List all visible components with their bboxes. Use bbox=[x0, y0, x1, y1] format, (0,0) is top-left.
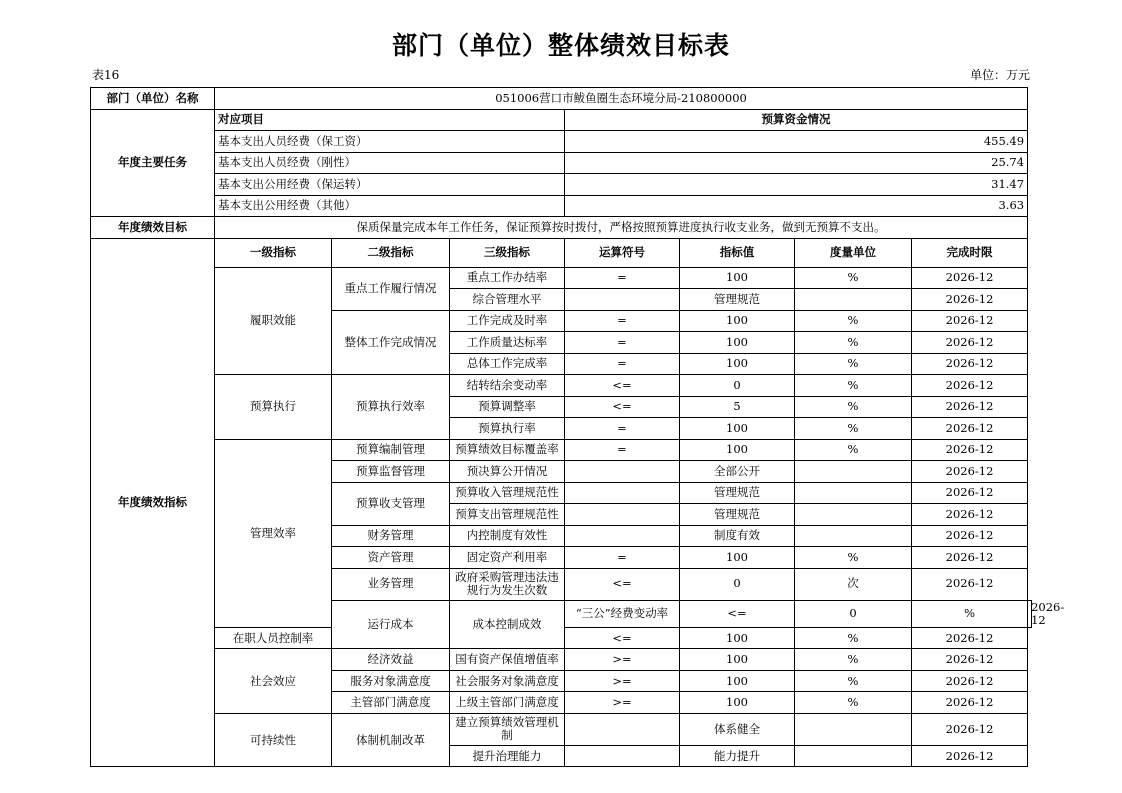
header-unit: 度量单位 bbox=[795, 238, 912, 267]
value-cell: 100 bbox=[680, 547, 795, 569]
goal-text: 保质保量完成本年工作任务，保证预算按时拨付，严格按照预算进度执行收支业务，做到无预算不支出。 bbox=[215, 217, 1028, 239]
level3-cell: 提升治理能力 bbox=[450, 745, 565, 767]
level3-cell: 预算执行率 bbox=[450, 418, 565, 440]
level2-cell: 预算执行效率 bbox=[332, 375, 450, 440]
value-cell: 100 bbox=[680, 353, 795, 375]
level3-cell: 重点工作办结率 bbox=[450, 267, 565, 289]
operator-cell bbox=[565, 461, 680, 483]
level3-cell: 综合管理水平 bbox=[450, 289, 565, 311]
value-cell: 100 bbox=[680, 627, 795, 649]
level2-cell: 服务对象满意度 bbox=[332, 670, 450, 692]
level2-cell: 预算编制管理 bbox=[332, 439, 450, 461]
value-cell: 100 bbox=[680, 439, 795, 461]
deadline-cell: 2026-12 bbox=[912, 568, 1028, 600]
level2-cell: 经济效益 bbox=[332, 649, 450, 671]
deadline-cell: 2026-12 bbox=[912, 332, 1028, 354]
operator-cell: = bbox=[565, 418, 680, 440]
header-value: 指标值 bbox=[680, 238, 795, 267]
deadline-cell: 2026-12 bbox=[912, 482, 1028, 504]
level3-cell: 预算支出管理规范性 bbox=[450, 504, 565, 526]
unit-cell: % bbox=[795, 396, 912, 418]
value-cell: 0 bbox=[680, 375, 795, 397]
deadline-cell: 2026-12 bbox=[912, 713, 1028, 745]
header-deadline: 完成时限 bbox=[912, 238, 1028, 267]
level3-cell: 在职人员控制率 bbox=[215, 627, 332, 649]
value-cell: 100 bbox=[680, 692, 795, 714]
unit-cell bbox=[795, 482, 912, 504]
goal-label: 年度绩效目标 bbox=[91, 217, 215, 239]
indicator-row bbox=[91, 267, 1032, 289]
deadline-cell: 2026-12 bbox=[912, 439, 1028, 461]
unit-cell: % bbox=[795, 332, 912, 354]
operator-cell bbox=[565, 504, 680, 526]
level2-cell: 预算收支管理 bbox=[332, 482, 450, 525]
deadline-cell: 2026-12 bbox=[912, 418, 1028, 440]
unit-cell: % bbox=[795, 649, 912, 671]
level2-cell: 主管部门满意度 bbox=[332, 692, 450, 714]
level2-cell: 成本控制成效 bbox=[450, 600, 565, 649]
level3-cell: 工作完成及时率 bbox=[450, 310, 565, 332]
unit-cell bbox=[795, 713, 912, 745]
table-number: 表16 bbox=[92, 68, 120, 82]
value-cell: 100 bbox=[680, 649, 795, 671]
unit-cell bbox=[795, 525, 912, 547]
unit-cell: % bbox=[795, 375, 912, 397]
deadline-cell: 2026-12 bbox=[912, 692, 1028, 714]
value-cell: 100 bbox=[680, 418, 795, 440]
header-level3: 三级指标 bbox=[450, 238, 565, 267]
deadline-cell: 2026-12 bbox=[912, 547, 1028, 569]
deadline-cell: 2026-12 bbox=[912, 310, 1028, 332]
value-cell: 能力提升 bbox=[680, 745, 795, 767]
operator-cell bbox=[565, 713, 680, 745]
indicator-row bbox=[91, 439, 1032, 461]
operator-cell: <= bbox=[565, 568, 680, 600]
level2-cell: 财务管理 bbox=[332, 525, 450, 547]
value-cell: 全部公开 bbox=[680, 461, 795, 483]
unit-cell: % bbox=[795, 670, 912, 692]
level3-cell: 固定资产利用率 bbox=[450, 547, 565, 569]
value-cell: 100 bbox=[680, 332, 795, 354]
indicators-label: 年度绩效指标 bbox=[91, 238, 215, 767]
level3-cell: 预算调整率 bbox=[450, 396, 565, 418]
operator-cell: <= bbox=[565, 396, 680, 418]
unit-cell bbox=[795, 745, 912, 767]
operator-cell bbox=[565, 525, 680, 547]
value-cell: 100 bbox=[680, 310, 795, 332]
header-level1: 一级指标 bbox=[215, 238, 332, 267]
operator-cell: <= bbox=[680, 600, 795, 627]
task-amount: 31.47 bbox=[565, 174, 1028, 196]
value-cell: 制度有效 bbox=[680, 525, 795, 547]
level3-cell: 上级主管部门满意度 bbox=[450, 692, 565, 714]
operator-cell: = bbox=[565, 353, 680, 375]
operator-cell: = bbox=[565, 310, 680, 332]
value-cell: 5 bbox=[680, 396, 795, 418]
col-budget-header: 预算资金情况 bbox=[565, 109, 1028, 131]
level3-cell: 社会服务对象满意度 bbox=[450, 670, 565, 692]
deadline-cell: 2026-12 bbox=[912, 396, 1028, 418]
task-name: 基本支出公用经费（保运转） bbox=[215, 174, 565, 196]
deadline-cell: 2026-12 bbox=[912, 461, 1028, 483]
unit-cell: % bbox=[795, 439, 912, 461]
deadline-cell: 2026-12 bbox=[912, 627, 1028, 649]
value-cell: 管理规范 bbox=[680, 482, 795, 504]
level2-cell: 重点工作履行情况 bbox=[332, 267, 450, 310]
unit-cell: % bbox=[912, 600, 1028, 627]
level1-cell: 社会效应 bbox=[215, 649, 332, 714]
operator-cell bbox=[565, 482, 680, 504]
task-name: 基本支出人员经费（保工资） bbox=[215, 131, 565, 153]
task-amount: 455.49 bbox=[565, 131, 1028, 153]
level2-cell: 预算监督管理 bbox=[332, 461, 450, 483]
operator-cell bbox=[565, 289, 680, 311]
operator-cell: <= bbox=[565, 375, 680, 397]
level3-cell: 总体工作完成率 bbox=[450, 353, 565, 375]
deadline-cell: 2026-12 bbox=[912, 745, 1028, 767]
level3-cell: 政府采购管理违法违规行为发生次数 bbox=[450, 568, 565, 600]
unit-cell: 次 bbox=[795, 568, 912, 600]
level3-cell: 预算绩效目标覆盖率 bbox=[450, 439, 565, 461]
deadline-cell: 2026-12 bbox=[912, 504, 1028, 526]
operator-cell: = bbox=[565, 267, 680, 289]
unit-cell bbox=[795, 504, 912, 526]
task-row bbox=[91, 174, 1032, 196]
indicator-row bbox=[91, 713, 1032, 745]
deadline-cell: 2026-12 bbox=[912, 267, 1028, 289]
deadline-cell: 2026-12 bbox=[912, 375, 1028, 397]
unit-cell: % bbox=[795, 353, 912, 375]
level3-cell: 建立预算绩效管理机制 bbox=[450, 713, 565, 745]
value-cell: 体系健全 bbox=[680, 713, 795, 745]
deadline-cell: 2026-12 bbox=[912, 289, 1028, 311]
value-cell: 管理规范 bbox=[680, 504, 795, 526]
operator-cell: = bbox=[565, 332, 680, 354]
level1-cell: 可持续性 bbox=[215, 713, 332, 767]
unit-cell: % bbox=[795, 547, 912, 569]
unit-cell: % bbox=[795, 267, 912, 289]
operator-cell: <= bbox=[565, 627, 680, 649]
level1-cell: 管理效率 bbox=[215, 439, 332, 627]
deadline-cell: 2026-12 bbox=[912, 649, 1028, 671]
level3-cell: 预决算公开情况 bbox=[450, 461, 565, 483]
dept-value: 051006营口市鲅鱼圈生态环境分局-210800000 bbox=[215, 88, 1028, 110]
level1-cell: 履职效能 bbox=[215, 267, 332, 375]
level2-cell: 整体工作完成情况 bbox=[332, 310, 450, 375]
operator-cell bbox=[565, 745, 680, 767]
value-cell: 管理规范 bbox=[680, 289, 795, 311]
value-cell: 100 bbox=[680, 267, 795, 289]
task-name: 基本支出公用经费（其他） bbox=[215, 195, 565, 217]
indicator-header-row bbox=[91, 238, 1032, 267]
indicator-row bbox=[91, 649, 1032, 671]
task-amount: 3.63 bbox=[565, 195, 1028, 217]
level3-cell: 预算收入管理规范性 bbox=[450, 482, 565, 504]
task-row bbox=[91, 131, 1032, 153]
task-name: 基本支出人员经费（刚性） bbox=[215, 152, 565, 174]
dept-label: 部门（单位）名称 bbox=[91, 88, 215, 110]
operator-cell: >= bbox=[565, 670, 680, 692]
annual-tasks-label: 年度主要任务 bbox=[91, 109, 215, 217]
operator-cell: >= bbox=[565, 649, 680, 671]
unit-cell: % bbox=[795, 692, 912, 714]
task-row bbox=[91, 152, 1032, 174]
operator-cell: >= bbox=[565, 692, 680, 714]
goal-row bbox=[91, 217, 1032, 239]
level1-cell: 运行成本 bbox=[332, 600, 450, 649]
operator-cell: = bbox=[565, 439, 680, 461]
deadline-cell: 2026-12 bbox=[912, 670, 1028, 692]
level2-cell: 体制机制改革 bbox=[332, 713, 450, 767]
page-title: 部门（单位）整体绩效目标表 bbox=[391, 31, 730, 60]
level2-cell: 资产管理 bbox=[332, 547, 450, 569]
value-cell: 0 bbox=[795, 600, 912, 627]
unit-cell: % bbox=[795, 310, 912, 332]
deadline-cell: 2026-12 bbox=[1028, 600, 1032, 627]
value-cell: 0 bbox=[680, 568, 795, 600]
value-cell: 100 bbox=[680, 670, 795, 692]
unit-cell bbox=[795, 289, 912, 311]
unit-cell bbox=[795, 461, 912, 483]
level1-cell: 预算执行 bbox=[215, 375, 332, 440]
deadline-cell: 2026-12 bbox=[912, 353, 1028, 375]
level3-cell: 内控制度有效性 bbox=[450, 525, 565, 547]
indicator-row bbox=[91, 375, 1032, 397]
header-operator: 运算符号 bbox=[565, 238, 680, 267]
unit-cell: % bbox=[795, 627, 912, 649]
operator-cell: = bbox=[565, 547, 680, 569]
dept-row bbox=[91, 88, 1032, 110]
performance-table bbox=[90, 87, 1065, 767]
level3-cell: 工作质量达标率 bbox=[450, 332, 565, 354]
level2-cell: 业务管理 bbox=[332, 568, 450, 600]
tasks-header-row bbox=[91, 109, 1032, 131]
task-amount: 25.74 bbox=[565, 152, 1028, 174]
header-level2: 二级指标 bbox=[332, 238, 450, 267]
level3-cell: 结转结余变动率 bbox=[450, 375, 565, 397]
task-row bbox=[91, 195, 1032, 217]
col-project-header: 对应项目 bbox=[215, 109, 565, 131]
level3-cell: 国有资产保值增值率 bbox=[450, 649, 565, 671]
unit-label: 单位：万元 bbox=[969, 68, 1030, 82]
deadline-cell: 2026-12 bbox=[912, 525, 1028, 547]
unit-cell: % bbox=[795, 418, 912, 440]
level3-cell: “三公”经费变动率 bbox=[565, 600, 680, 627]
